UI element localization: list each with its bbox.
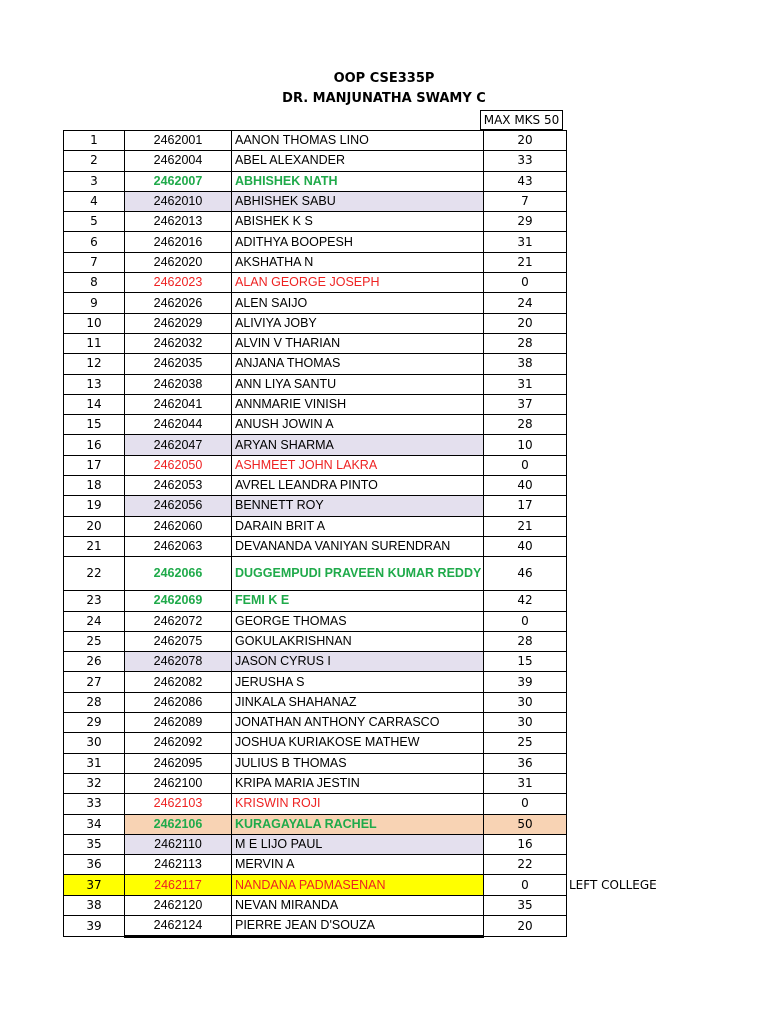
remark-cell — [567, 415, 670, 435]
marks-cell: 21 — [484, 252, 567, 272]
serial-number-cell: 16 — [64, 435, 125, 455]
student-name-cell: AVREL LEANDRA PINTO — [232, 476, 484, 496]
student-name-cell: DARAIN BRIT A — [232, 516, 484, 536]
serial-number-cell: 11 — [64, 333, 125, 353]
roll-number-cell: 2462053 — [125, 476, 232, 496]
faculty-name: DR. MANJUNATHA SWAMY C — [282, 91, 486, 106]
roll-number-cell: 2462001 — [125, 131, 232, 151]
student-name-cell: ABHISHEK SABU — [232, 191, 484, 211]
serial-number-cell: 36 — [64, 855, 125, 875]
remark-cell — [567, 354, 670, 374]
serial-number-cell: 8 — [64, 273, 125, 293]
student-name-cell: ANJANA THOMAS — [232, 354, 484, 374]
remark-cell — [567, 652, 670, 672]
table-row — [64, 652, 670, 672]
table-row — [64, 672, 670, 692]
student-name-cell: JOSHUA KURIAKOSE MATHEW — [232, 733, 484, 753]
marks-cell: 20 — [484, 313, 567, 333]
marks-cell: 30 — [484, 713, 567, 733]
student-name-cell: ABEL ALEXANDER — [232, 151, 484, 171]
remark-cell — [567, 191, 670, 211]
student-name-cell: ALIVIYA JOBY — [232, 313, 484, 333]
remark-cell — [567, 374, 670, 394]
table-row — [64, 415, 670, 435]
roll-number-cell: 2462020 — [125, 252, 232, 272]
roll-number-cell: 2462044 — [125, 415, 232, 435]
roll-number-cell: 2462035 — [125, 354, 232, 374]
marks-cell: 25 — [484, 733, 567, 753]
marks-cell: 30 — [484, 692, 567, 712]
student-name-cell: ASHMEET JOHN LAKRA — [232, 455, 484, 475]
student-name-cell: ARYAN SHARMA — [232, 435, 484, 455]
student-name-cell: ALEN SAIJO — [232, 293, 484, 313]
table-row — [64, 252, 670, 272]
table-row — [64, 151, 670, 171]
marks-cell: 20 — [484, 915, 567, 936]
remark-cell — [567, 212, 670, 232]
table-row — [64, 713, 670, 733]
marks-cell: 31 — [484, 773, 567, 793]
table-row — [64, 591, 670, 611]
remark-cell — [567, 516, 670, 536]
marks-cell: 36 — [484, 753, 567, 773]
remark-cell — [567, 232, 670, 252]
marks-cell: 21 — [484, 516, 567, 536]
student-name-cell: ABHISHEK NATH — [232, 171, 484, 191]
roll-number-cell: 2462072 — [125, 611, 232, 631]
student-name-cell: JULIUS B THOMAS — [232, 753, 484, 773]
table-row — [64, 875, 670, 895]
serial-number-cell: 5 — [64, 212, 125, 232]
serial-number-cell: 20 — [64, 516, 125, 536]
serial-number-cell: 24 — [64, 611, 125, 631]
table-row — [64, 333, 670, 353]
remark-cell — [567, 733, 670, 753]
roll-number-cell: 2462032 — [125, 333, 232, 353]
table-row — [64, 131, 670, 151]
serial-number-cell: 25 — [64, 631, 125, 651]
table-row — [64, 814, 670, 834]
max-marks-header: MAX MKS 50 — [480, 110, 563, 130]
remark-cell — [567, 394, 670, 414]
serial-number-cell: 35 — [64, 834, 125, 854]
serial-number-cell: 39 — [64, 915, 125, 936]
remark-cell — [567, 252, 670, 272]
student-name-cell: KRIPA MARIA JESTIN — [232, 773, 484, 793]
table-row — [64, 435, 670, 455]
student-name-cell: ALAN GEORGE JOSEPH — [232, 273, 484, 293]
remark-cell — [567, 151, 670, 171]
marks-cell: 29 — [484, 212, 567, 232]
marks-cell: 31 — [484, 232, 567, 252]
marks-cell: 0 — [484, 273, 567, 293]
remark-cell — [567, 631, 670, 651]
table-row — [64, 753, 670, 773]
serial-number-cell: 7 — [64, 252, 125, 272]
roll-number-cell: 2462060 — [125, 516, 232, 536]
marks-cell: 15 — [484, 652, 567, 672]
student-name-cell: JINKALA SHAHANAZ — [232, 692, 484, 712]
student-name-cell: ADITHYA BOOPESH — [232, 232, 484, 252]
serial-number-cell: 15 — [64, 415, 125, 435]
remark-cell — [567, 692, 670, 712]
table-row — [64, 354, 670, 374]
table-row — [64, 895, 670, 915]
table-row — [64, 834, 670, 854]
student-name-cell: KURAGAYALA RACHEL — [232, 814, 484, 834]
serial-number-cell: 31 — [64, 753, 125, 773]
serial-number-cell: 1 — [64, 131, 125, 151]
student-name-cell: GEORGE THOMAS — [232, 611, 484, 631]
student-name-cell: AANON THOMAS LINO — [232, 131, 484, 151]
serial-number-cell: 3 — [64, 171, 125, 191]
table-row — [64, 191, 670, 211]
remark-cell: LEFT COLLEGE — [569, 877, 657, 892]
roll-number-cell: 2462069 — [125, 591, 232, 611]
roll-number-cell: 2462095 — [125, 753, 232, 773]
remark-cell — [567, 496, 670, 516]
student-name-cell: DUGGEMPUDI PRAVEEN KUMAR REDDY — [232, 557, 484, 591]
serial-number-cell: 27 — [64, 672, 125, 692]
table-row — [64, 496, 670, 516]
serial-number-cell: 34 — [64, 814, 125, 834]
serial-number-cell: 9 — [64, 293, 125, 313]
serial-number-cell: 10 — [64, 313, 125, 333]
marks-cell: 33 — [484, 151, 567, 171]
marks-cell: 31 — [484, 374, 567, 394]
table-row — [64, 171, 670, 191]
marks-cell: 20 — [484, 131, 567, 151]
serial-number-cell: 26 — [64, 652, 125, 672]
serial-number-cell: 23 — [64, 591, 125, 611]
marks-cell: 7 — [484, 191, 567, 211]
marks-cell: 35 — [484, 895, 567, 915]
serial-number-cell: 30 — [64, 733, 125, 753]
student-name-cell: MERVIN A — [232, 855, 484, 875]
serial-number-cell: 17 — [64, 455, 125, 475]
remark-cell — [567, 435, 670, 455]
roll-number-cell: 2462120 — [125, 895, 232, 915]
student-name-cell: NEVAN MIRANDA — [232, 895, 484, 915]
roll-number-cell: 2462041 — [125, 394, 232, 414]
table-row — [64, 273, 670, 293]
remark-cell — [567, 773, 670, 793]
remark-cell — [567, 313, 670, 333]
remark-cell — [567, 895, 670, 915]
serial-number-cell: 33 — [64, 794, 125, 814]
remark-cell — [567, 794, 670, 814]
serial-number-cell: 2 — [64, 151, 125, 171]
roll-number-cell: 2462026 — [125, 293, 232, 313]
roll-number-cell: 2462117 — [125, 875, 232, 895]
marks-cell: 0 — [484, 455, 567, 475]
student-name-cell: M E LIJO PAUL — [232, 834, 484, 854]
serial-number-cell: 19 — [64, 496, 125, 516]
course-title: OOP CSE335P — [333, 71, 435, 86]
roll-number-cell: 2462047 — [125, 435, 232, 455]
roll-number-cell: 2462124 — [125, 915, 232, 936]
serial-number-cell: 29 — [64, 713, 125, 733]
serial-number-cell: 6 — [64, 232, 125, 252]
roll-number-cell: 2462089 — [125, 713, 232, 733]
roll-number-cell: 2462013 — [125, 212, 232, 232]
student-name-cell: DEVANANDA VANIYAN SURENDRAN — [232, 536, 484, 556]
serial-number-cell: 12 — [64, 354, 125, 374]
roll-number-cell: 2462086 — [125, 692, 232, 712]
table-row — [64, 773, 670, 793]
roll-number-cell: 2462082 — [125, 672, 232, 692]
roll-number-cell: 2462063 — [125, 536, 232, 556]
roll-number-cell: 2462113 — [125, 855, 232, 875]
table-row — [64, 374, 670, 394]
roll-number-cell: 2462056 — [125, 496, 232, 516]
remark-cell — [567, 557, 670, 591]
table-row — [64, 611, 670, 631]
marks-cell: 43 — [484, 171, 567, 191]
remark-cell — [567, 293, 670, 313]
marks-cell: 28 — [484, 333, 567, 353]
table-row — [64, 212, 670, 232]
student-name-cell: GOKULAKRISHNAN — [232, 631, 484, 651]
remark-cell — [567, 814, 670, 834]
roll-number-cell: 2462078 — [125, 652, 232, 672]
marks-cell: 50 — [484, 814, 567, 834]
roll-number-cell: 2462038 — [125, 374, 232, 394]
serial-number-cell: 32 — [64, 773, 125, 793]
roll-number-cell: 2462075 — [125, 631, 232, 651]
marks-cell: 46 — [484, 557, 567, 591]
marks-cell: 10 — [484, 435, 567, 455]
student-name-cell: BENNETT ROY — [232, 496, 484, 516]
student-name-cell: NANDANA PADMASENAN — [232, 875, 484, 895]
roll-number-cell: 2462029 — [125, 313, 232, 333]
table-row — [64, 455, 670, 475]
serial-number-cell: 14 — [64, 394, 125, 414]
table-row — [64, 293, 670, 313]
marks-cell: 17 — [484, 496, 567, 516]
marks-cell: 37 — [484, 394, 567, 414]
remark-cell — [567, 333, 670, 353]
remark-cell — [567, 713, 670, 733]
serial-number-cell: 28 — [64, 692, 125, 712]
marks-cell: 42 — [484, 591, 567, 611]
student-name-cell: ABISHEK K S — [232, 212, 484, 232]
table-row — [64, 557, 670, 591]
table-row — [64, 855, 670, 875]
marks-table — [63, 130, 670, 938]
roll-number-cell: 2462023 — [125, 273, 232, 293]
student-name-cell: JONATHAN ANTHONY CARRASCO — [232, 713, 484, 733]
serial-number-cell: 21 — [64, 536, 125, 556]
marks-cell: 0 — [484, 794, 567, 814]
marks-cell: 28 — [484, 415, 567, 435]
serial-number-cell: 37 — [64, 875, 125, 895]
remark-cell — [567, 915, 670, 936]
table-row — [64, 232, 670, 252]
roll-number-cell: 2462010 — [125, 191, 232, 211]
student-name-cell: JASON CYRUS I — [232, 652, 484, 672]
table-row — [64, 733, 670, 753]
roll-number-cell: 2462004 — [125, 151, 232, 171]
student-name-cell: ALVIN V THARIAN — [232, 333, 484, 353]
student-name-cell: AKSHATHA N — [232, 252, 484, 272]
remark-cell — [567, 834, 670, 854]
serial-number-cell: 38 — [64, 895, 125, 915]
remark-cell — [567, 455, 670, 475]
marks-cell: 0 — [484, 875, 567, 895]
remark-cell — [567, 536, 670, 556]
remark-cell — [567, 131, 670, 151]
table-row — [64, 631, 670, 651]
marks-cell: 40 — [484, 476, 567, 496]
table-row — [64, 915, 670, 936]
table-row — [64, 476, 670, 496]
roll-number-cell: 2462106 — [125, 814, 232, 834]
marks-cell: 16 — [484, 834, 567, 854]
remark-cell — [567, 591, 670, 611]
marks-cell: 28 — [484, 631, 567, 651]
roll-number-cell: 2462066 — [125, 557, 232, 591]
roll-number-cell: 2462110 — [125, 834, 232, 854]
student-name-cell: PIERRE JEAN D'SOUZA — [232, 915, 484, 936]
table-row — [64, 794, 670, 814]
serial-number-cell: 4 — [64, 191, 125, 211]
marks-cell: 38 — [484, 354, 567, 374]
remark-cell — [567, 753, 670, 773]
table-row — [64, 536, 670, 556]
roll-number-cell: 2462007 — [125, 171, 232, 191]
remark-cell — [567, 672, 670, 692]
table-row — [64, 313, 670, 333]
student-name-cell: ANUSH JOWIN A — [232, 415, 484, 435]
student-name-cell: JERUSHA S — [232, 672, 484, 692]
student-name-cell: KRISWIN ROJI — [232, 794, 484, 814]
remark-cell — [567, 476, 670, 496]
marks-cell: 0 — [484, 611, 567, 631]
table-row — [64, 394, 670, 414]
remark-cell — [567, 171, 670, 191]
table-row — [64, 692, 670, 712]
marks-cell: 39 — [484, 672, 567, 692]
roll-number-cell: 2462016 — [125, 232, 232, 252]
roll-number-cell: 2462103 — [125, 794, 232, 814]
serial-number-cell: 18 — [64, 476, 125, 496]
remark-cell — [567, 855, 670, 875]
table-row — [64, 516, 670, 536]
serial-number-cell: 22 — [64, 557, 125, 591]
student-name-cell: ANNMARIE VINISH — [232, 394, 484, 414]
roll-number-cell: 2462092 — [125, 733, 232, 753]
serial-number-cell: 13 — [64, 374, 125, 394]
student-name-cell: ANN LIYA SANTU — [232, 374, 484, 394]
roll-number-cell: 2462050 — [125, 455, 232, 475]
remark-cell — [567, 611, 670, 631]
roll-number-cell: 2462100 — [125, 773, 232, 793]
student-name-cell: FEMI K E — [232, 591, 484, 611]
marks-cell: 24 — [484, 293, 567, 313]
marks-cell: 22 — [484, 855, 567, 875]
marks-cell: 40 — [484, 536, 567, 556]
remark-cell — [567, 273, 670, 293]
